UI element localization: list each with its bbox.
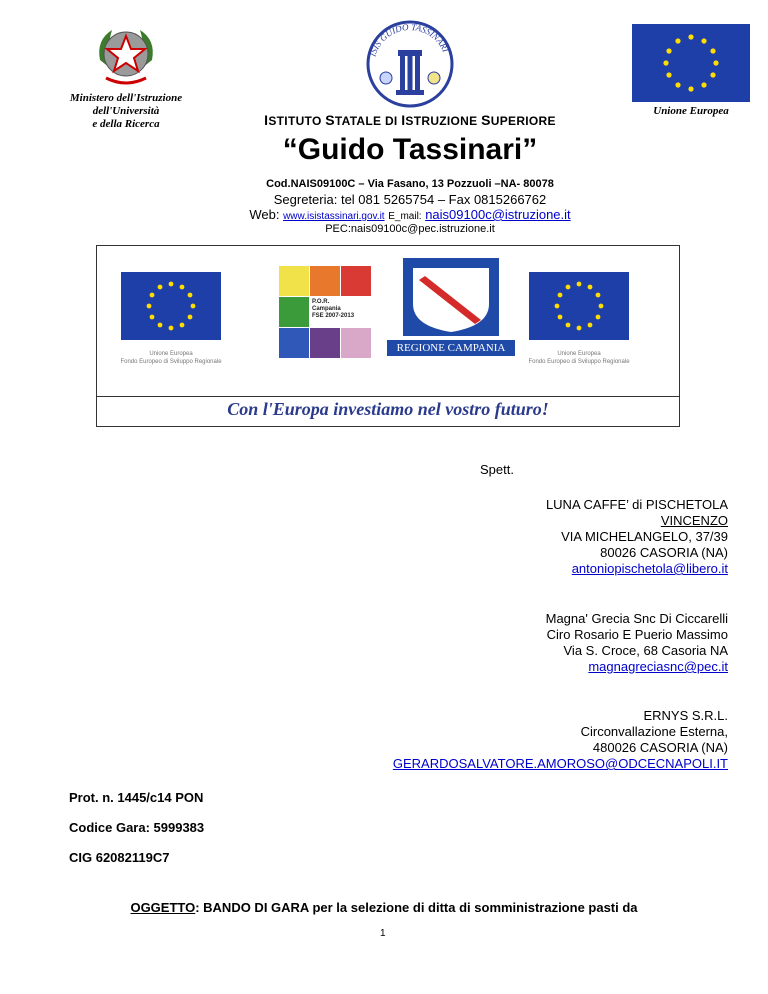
recipient-1-line-3: VIA MICHELANGELO, 37/39 xyxy=(561,529,728,544)
recipient-3-line-1: ERNYS S.R.L. xyxy=(643,708,728,723)
inst-w3-rest: STRUZIONE xyxy=(405,114,478,128)
por-text xyxy=(310,297,371,327)
inst-w1-cap: I xyxy=(264,112,269,128)
recipient-1-line-1: LUNA CAFFE’ di PISCHETOLA xyxy=(545,497,728,512)
codice-gara: Codice Gara: 5999383 xyxy=(69,820,205,835)
subject-line xyxy=(60,900,708,915)
ministry-name xyxy=(56,92,196,131)
banner-slogan: Con l'Europa investiamo nel vostro futuro! xyxy=(227,399,549,419)
banner-eu-caption-left xyxy=(111,350,231,366)
email-label: E_mail: xyxy=(388,211,422,222)
recipient-2-email-link[interactable]: magnagreciasnc@pec.it xyxy=(588,659,728,674)
inst-w2-cap: S xyxy=(325,112,335,128)
cig-code: CIG 62082119C7 xyxy=(69,850,170,865)
recipient-3-line-2: Circonvallazione Esterna, xyxy=(580,724,728,739)
banner-eu-caption-right-l2: Fondo Europeo di Sviluppo Regionale xyxy=(528,359,630,365)
por-campania-logo xyxy=(279,266,371,360)
school-name: “Guido Tassinari” xyxy=(282,133,538,166)
recipient-1-line-4: 80026 CASORIA (NA) xyxy=(600,545,728,560)
recipient-1-email-link[interactable]: antoniopischetola@libero.it xyxy=(571,561,728,576)
eu-caption: Unione Europea xyxy=(653,105,729,117)
recipient-2-line-1: Magna' Grecia Snc Di Ciccarelli xyxy=(545,611,728,626)
recipient-2-line-3: Via S. Croce, 68 Casoria NA xyxy=(563,643,728,658)
banner-eu-flag-left xyxy=(121,272,221,340)
inst-w1-rest: STITUTO xyxy=(268,114,322,128)
web-email-line xyxy=(150,207,670,222)
ministry-line-1: Ministero dell'Istruzione xyxy=(69,92,183,104)
recipient-2-line-2: Ciro Rosario E Puerio Massimo xyxy=(546,627,728,642)
por-line-3: FSE 2007-2013 xyxy=(312,313,355,319)
recipient-3-line-3: 480026 CASORIA (NA) xyxy=(592,740,728,755)
banner-eu-flag-right xyxy=(529,272,629,340)
italian-republic-emblem xyxy=(92,20,160,92)
inst-w4-cap: S xyxy=(481,112,491,128)
inst-w4-rest: UPERIORE xyxy=(490,114,556,128)
por-line-2: Campania xyxy=(312,306,341,312)
subject-text: : BANDO DI GARA per la selezione di ditta di somministrazione pasti da xyxy=(195,900,638,915)
banner-eu-caption-right xyxy=(519,350,639,366)
school-code-address: Cod.NAIS09100C – Via Fasano, 13 Pozzuoli –NA- 80078 xyxy=(266,178,554,190)
banner-eu-caption-left-l2: Fondo Europeo di Sviluppo Regionale xyxy=(120,359,222,365)
segreteria-phone: Segreteria: tel 081 5265754 – Fax 0815266762 xyxy=(273,192,547,207)
inst-w2-rest: TATALE DI xyxy=(334,114,398,128)
recipient-3-email-link[interactable]: GERARDOSALVATORE.AMOROSO@ODCECNAPOLI.IT xyxy=(392,756,728,771)
banner-divider xyxy=(97,396,679,397)
regione-shield xyxy=(403,258,499,336)
school-logo-ring-text: ISIS GUIDO TASSINARI xyxy=(367,21,451,58)
recipient-1-line-2: VINCENZO xyxy=(660,513,728,528)
school-logo xyxy=(360,12,460,110)
ministry-line-3: e della Ricerca xyxy=(92,118,160,130)
banner-eu-caption-left-l1: Unione Europea xyxy=(149,351,193,357)
banner-eu-caption-right-l1: Unione Europea xyxy=(557,351,601,357)
regione-campania-logo xyxy=(387,258,517,358)
regione-label: REGIONE CAMPANIA xyxy=(387,340,515,356)
eu-flag xyxy=(632,24,750,102)
por-line-1: P.O.R. xyxy=(312,299,330,305)
pec-address: PEC:nais09100c@pec.istruzione.it xyxy=(325,223,495,235)
web-link[interactable]: www.isistassinari.gov.it xyxy=(283,211,385,222)
recipient-1 xyxy=(546,497,728,577)
institute-type xyxy=(260,112,560,128)
protocol-number: Prot. n. 1445/c14 PON xyxy=(69,790,204,805)
salutation: Spett. xyxy=(480,462,514,477)
por-banner xyxy=(96,245,680,427)
ministry-line-2: dell'Università xyxy=(92,105,160,117)
recipient-3 xyxy=(393,708,728,772)
subject-label: OGGETTO xyxy=(130,900,196,915)
web-label: Web: xyxy=(249,207,280,222)
page-number: 1 xyxy=(380,928,386,939)
email-link[interactable]: nais09100c@istruzione.it xyxy=(425,207,571,222)
recipient-2 xyxy=(546,611,728,675)
inst-w3-cap: I xyxy=(401,112,406,128)
